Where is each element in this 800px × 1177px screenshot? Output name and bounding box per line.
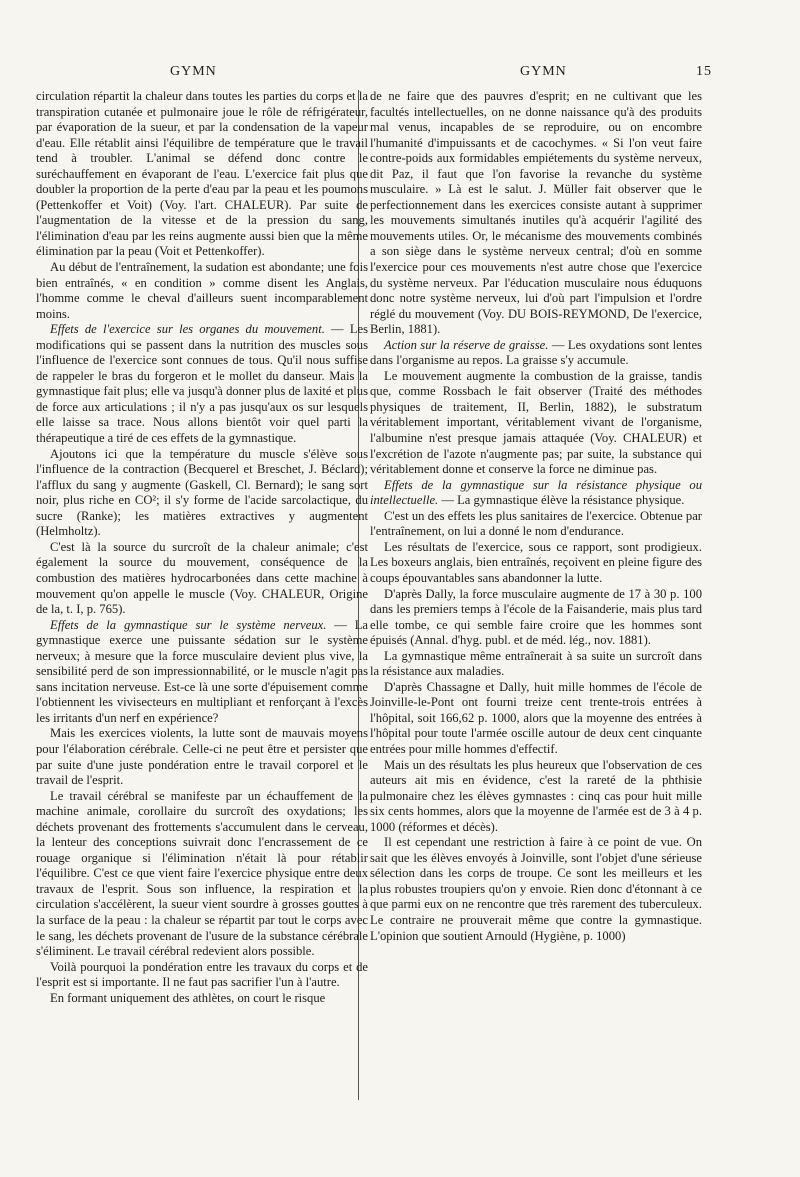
section-paragraph xyxy=(36,618,368,727)
paragraph: Voilà pourquoi la pondération entre les travaux du corps et de l'esprit est si importante. Il ne faut pas sacrifier l'un à l'autre. xyxy=(36,959,368,990)
paragraph: Au début de l'entraînement, la sudation est abondante; une fois bien entraînés, « en condition » comme disent les Anglais, l'homme comme le cheval d'ailleurs suent incomparablement moins. xyxy=(36,260,368,321)
paragraph: C'est là la source du surcroît de la chaleur animale; c'est également la source du mouvement, conséquence de la combustion des matières hydrocarbonées dans cette machine à mouvement qu'on appelle le muscle (Voy. CHALEUR, Origine de la, t. I, p. 765). xyxy=(36,539,368,617)
paragraph: La gymnastique même entraînerait à sa suite un surcroît dans la résistance aux maladies. xyxy=(370,648,702,679)
paragraph-body: — Les modifications qui se passent dans la nutrition des muscles sous l'influence de l'exercice sont connues de tous. Qu'il nous suffise de rappeler le bras du forgeron et le mollet du danseur. Mais la gymnastique fait plus; elle va jusqu'à donner plus de laxité et plus de force aux articulations ; il n'y a pas jusqu'aux os sur lesquels elle laisse sa trace. Nous allons bientôt voir quel parti la thérapeutique a tiré de ces effets de la gymnastique. xyxy=(36,322,368,446)
section-heading: Effets de la gymnastique sur le système nerveux. xyxy=(50,617,327,632)
paragraph: En formant uniquement des athlètes, on court le risque xyxy=(50,990,326,1005)
paragraph-body: — Les oxydations sont lentes dans l'organisme au repos. La graisse s'y accumule. xyxy=(370,337,702,368)
paragraph-body: — La gymnastique élève la résistance physique. xyxy=(438,493,685,508)
running-head-right: GYMN xyxy=(520,64,567,79)
left-column xyxy=(36,89,368,1006)
paragraph: Ajoutons ici que la température du muscle s'élève sous l'influence de la contraction (Becquerel et Breschet, J. Béclard); l'afflux du sang y augmente (Gaskell, Cl. Bernard); le sang sort noir, plus riche en CO²; il s'y forme de l'acide sarcolactique, du sucre (Ranke); les matières extractives y augmentent (Helmholtz). xyxy=(36,446,368,539)
paragraph: Mais les exercices violents, la lutte sont de mauvais moyens pour l'élaboration cérébrale. Celle-ci ne peut être et persister que par suite d'une juste pondération entre le travail corporel et le travail de l'esprit. xyxy=(36,726,368,788)
section-heading: Effets de l'exercice sur les organes du mouvement. xyxy=(50,322,325,337)
section-heading: Action sur la réserve de graisse. xyxy=(384,337,549,352)
paragraph: Le travail cérébral se manifeste par un échauffement de la machine animale, corollaire du surcroît des oxydations; les déchets provenant des frottements s'accumulent dans le cerveau, la lenteur des conceptions suivrait donc l'encrassement de ce rouage organique si l'élimination n'était là pour rétablir l'équilibre. C'est ce que vient faire l'exercice physique entre deux travaux de l'esprit. Sous son influence, la respiration et la circulation s'accélèrent, la sueur vient sourdre à grosses gouttes à la surface de la peau : la chaleur se répartit par tout le corps avec le sang, les déchets provenant de l'usure de la substance cérébrale s'éliminent. Le travail cérébral redevient alors possible. xyxy=(36,788,368,959)
paragraph: circulation répartit la chaleur dans toutes les parties du corps et la transpiration cutanée et pulmonaire joue le rôle de réfrigérateur, par évaporation de la sueur, et par la condensation de la vapeur d'eau. Elle rétablit ainsi l'équilibre de température que le travail tend à troubler. L'animal se défend donc contre le suréchauffement en évaporant de l'eau. L'exercice fait plus que doubler la proportion de la perte d'eau par la peau et les poumons (Pettenkoffer et Voit) (Voy. l'art. CHALEUR). Par suite de l'augmentation de la vitesse et de la pression du sang, l'élimination d'eau par les reins augmente aussi bien que la même élimination par la peau (Voit et Pettenkoffer). xyxy=(36,89,368,259)
paragraph: Le mouvement augmente la combustion de la graisse, tandis que, comme Rossbach le fait observer (Traité des méthodes physiques de traitement, II, Berlin, 1882), le substratum véritablement important, véritablement vivant de l'organisme, l'albumine n'est presque jamais attaquée (Voy. CHALEUR) et l'excrétion de l'azote n'augmente pas; par suite, la substance qui véritablement donne et conserve la force ne diminue pas. xyxy=(370,368,702,477)
section-paragraph xyxy=(36,322,368,446)
paragraph: D'après Chassagne et Dally, huit mille hommes de l'école de Joinville-le-Pont ont fourni treize cent trente-trois entrées à l'hôpital, soit 166,62 p. 1000, alors que la moyenne des entrées à l'hôpital pour toute l'armée oscille autour de deux cent cinquante entrées pour mille hommes d'effectif. xyxy=(370,679,702,756)
paragraph: C'est un des effets les plus sanitaires de l'exercice. Obtenue par l'entraînement, on lui a donné le nom d'endurance. xyxy=(370,508,702,539)
section-paragraph xyxy=(370,478,702,509)
paragraph: D'après Dally, la force musculaire augmente de 17 à 30 p. 100 dans les premiers temps à l'école de la Faisanderie, mais plus tard elle tombe, ce qui semble faire croire que les hommes sont épuisés (Annal. d'hyg. publ. et de méd. lég., nov. 1881). xyxy=(370,586,702,648)
page-number: 15 xyxy=(696,64,712,79)
paragraph: Il est cependant une restriction à faire à ce point de vue. On sait que les élèves envoyés à Joinville, sont l'objet d'une sérieuse sélection dans les corps de troupe. Ce sont les meilleurs et les plus robustes troupiers qu'on y envoie. Rien donc d'étonnant à ce que parmi eux on ne rencontre que très rarement des tuberculeux. Le contraire ne prouverait même que contre la gymnastique. L'opinion que soutient Arnould (Hygiène, p. 1000) xyxy=(370,835,702,943)
paragraph: Les résultats de l'exercice, sous ce rapport, sont prodigieux. Les boxeurs anglais, bien entraînés, reçoivent en pleine figure des coups épouvantables sans abandonner la lutte. xyxy=(370,539,702,585)
running-head-left: GYMN xyxy=(170,64,217,79)
right-column xyxy=(370,89,702,944)
paragraph: de ne faire que des pauvres d'esprit; en ne cultivant que les facultés intellectuelles, on ne donne naissance qu'à des produits mal venus, incapables de se reproduire, ou on encombre l'humanité d'impuissants et de cacochymes. « Si l'on veut faire contre-poids aux formidables empiétements du système nerveux, dit Paz, il faut que l'on favorise la revanche du système musculaire. » Là est le salut. J. Müller fait observer que le perfectionnement dans les exercices consiste autant à supprimer les mouvements simultanés inutiles qu'à acquérir l'agilité des mouvements utiles. Or, le mécanisme des mouvements combinés a son siège dans le système nerveux central; d'où en somme l'exercice pour ces mouvements n'est autre chose que l'exercice du système nerveux. Par l'éducation musculaire nous éduquons donc notre système nerveux, lui d'où part l'impulsion et l'ordre réglé du mouvement (Voy. DU BOIS-REYMOND, De l'exercice, Berlin, 1881). xyxy=(370,89,702,337)
section-heading: Effets de la gymnastique sur la résistance physique ou intellectuelle. xyxy=(370,477,702,508)
paragraph-body: — La gymnastique exerce une puissante sédation sur le système nerveux; à mesure que la force musculaire devient plus vive, la sensibilité perd de son impressionnabilité, or le muscle n'agit pas sans incitation nerveuse. Est-ce là une sorte d'épuisement comme l'obtiennent les vivisecteurs en multipliant et renforçant à l'excès les irritants d'un nerf en expérience? xyxy=(36,617,368,725)
section-paragraph xyxy=(370,338,702,369)
paragraph: Mais un des résultats les plus heureux que l'observation de ces auteurs ait mis en évidence, c'est la rareté de la phthisie pulmonaire chez les élèves gymnastes : cinq cas pour huit mille six cents hommes, alors que la moyenne de l'armée est de 3 à 4 p. 1000 (réformes et décès). xyxy=(370,757,702,834)
